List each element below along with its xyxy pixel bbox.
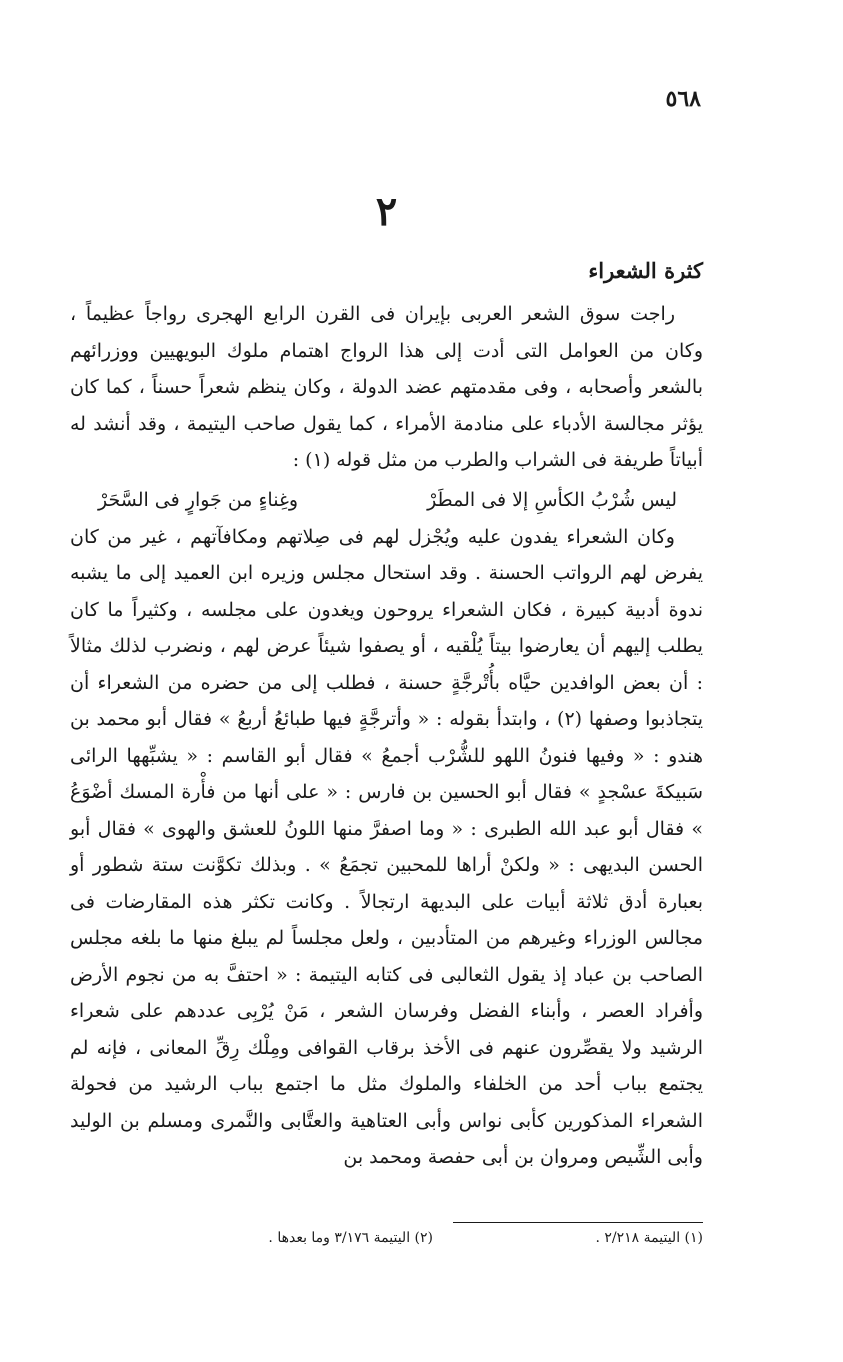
footnote-1: (١) اليتيمة ٢/٢١٨ . <box>595 1230 703 1246</box>
section-title: كثرة الشعراء <box>588 258 703 283</box>
paragraph-1: راجت سوق الشعر العربى بإيران فى القرن الرابع الهجرى رواجاً عظيماً ، وكان من العوامل التى أدت إلى هذا الرواج اهتمام ملوك البويهيين ووزرائهم بالشعر وأصحابه ، وفى مقدمتهم عضد الدولة ، وكان ينظم شعراً حسناً ، كما كان يؤثر مجالسة الأدباء على منادمة الأمراء ، كما يقول صاحب اليتيمة ، وقد أنشد له أبياتاً طريفة فى الشراب والطرب من مثل قوله (١) : <box>70 303 703 471</box>
verse-first-hemistich: ليس شُرْبُ الكأسِ إلا فى المطَرْ <box>427 488 677 511</box>
verse-second-hemistich: وغِناءٍ من جَوارٍ فى السَّحَرْ <box>98 488 299 511</box>
chapter-number: ٢ <box>375 188 398 235</box>
footnote-divider <box>453 1222 703 1223</box>
page-number: ٥٦٨ <box>665 86 701 112</box>
verse-line <box>70 481 703 519</box>
book-page <box>70 0 703 1362</box>
paragraph-2: وكان الشعراء يفدون عليه ويُجْزل لهم فى صِلاتهم ومكافآتهم ، غير من كان يفرض لهم الرواتب الحسنة . وقد استحال مجلس وزيره ابن العميد إلى ما يشبه ندوة أدبية كبيرة ، فكان الشعراء يروحون ويغدون على مجلسه ، وكثيراً ما كان يطلب إليهم أن يعارضوا بيتاً يُلْقيه ، أو يصفوا شيئاً عرض لهم ، ونضرب لذلك مثالاً : أن بعض الوافدين حيَّاه بأُتْرجَّةٍ حسنة ، فطلب إلى من حضره من الشعراء أن يتجاذبوا وصفها (٢) ، وابتدأ بقوله : « وأترجَّةٍ فيها طبائعُ أربعُ » فقال أبو محمد بن هندو : « وفيها فنونُ اللهو للشُّرْب أجمعُ » فقال أبو القاسم : « يشبِّهها الرائى سَبيكةَ عسْجدٍ » فقال أبو الحسين بن فارس : « على أنها من فأْرة المسك أضْوَعُ » فقال أبو عبد الله الطبرى : « وما اصفرَّ منها اللونُ للعشق والهوى » فقال أبو الحسن البديهى : « ولكنْ أراها للمحبين تجمَعُ » . وبذلك تكوَّنت ستة شطور أو بعبارة أدق ثلاثة أبيات على البديهة ارتجالاً . وكانت تكثر هذه المقارضات فى مجالس الوزراء وغيرهم من المتأدبين ، ولعل مجلساً لم يبلغ منها ما بلغه مجلس الصاحب بن عباد إذ يقول الثعالبى فى كتابه اليتيمة : « احتفَّ به من نجوم الأرض وأفراد العصر ، وأبناء الفضل وفرسان الشعر ، مَنْ يُرْبِى عددهم على شعراء الرشيد ولا يقصِّرون عنهم فى الأخذ برقاب القوافى ومِلْك رِقِّ المعانى ، فإنه لم يجتمع بباب أحد من الخلفاء والملوك مثل ما اجتمع بباب الرشيد من فحولة الشعراء المذكورين كأبى نواس وأبى العتاهية والعتَّابى والنَّمرى ومسلم بن الوليد وأبى الشِّيص ومروان بن أبى حفصة ومحمد بن <box>70 525 703 1168</box>
body-text <box>70 296 703 1176</box>
footnotes <box>70 1230 703 1246</box>
footnote-2: (٢) اليتيمة ٣/١٧٦ وما بعدها . <box>268 1230 433 1246</box>
